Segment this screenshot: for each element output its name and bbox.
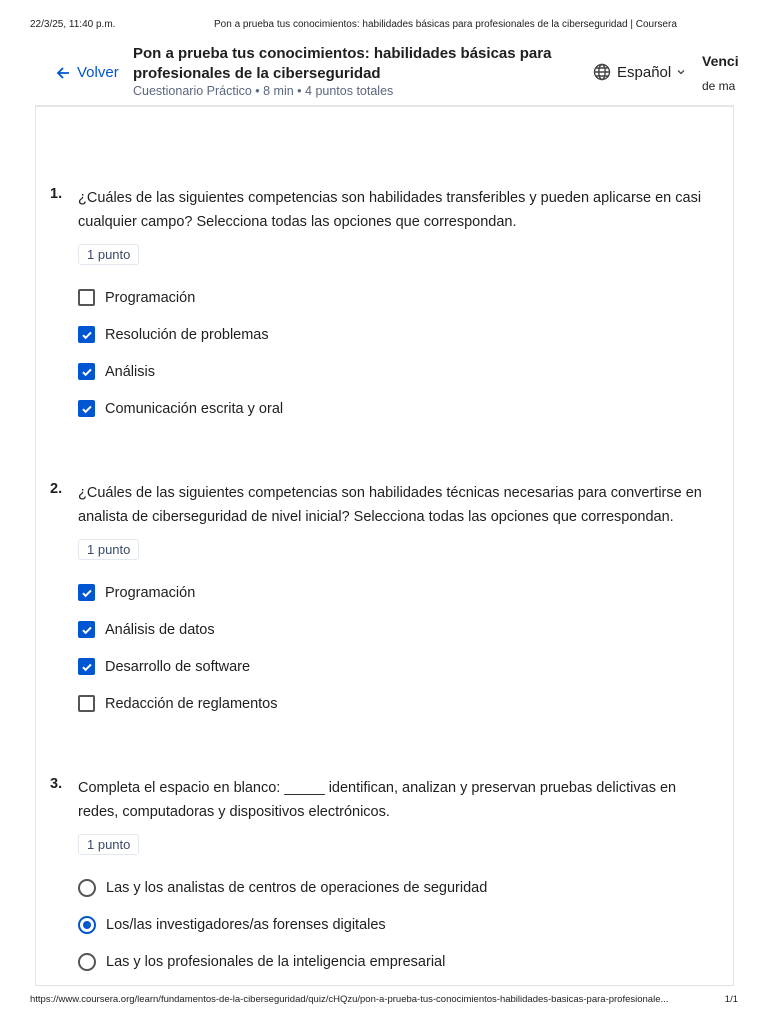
option-label: Los/las investigadores/as forenses digitales xyxy=(106,916,386,933)
print-footer xyxy=(30,994,738,1005)
option-label: Desarrollo de software xyxy=(105,658,251,675)
option[interactable] xyxy=(78,353,710,390)
checkbox[interactable] xyxy=(78,363,95,380)
question-2 xyxy=(50,481,710,722)
page-title: Pon a prueba tus conocimientos: habilidades básicas para profesionales de la ciberseguridad xyxy=(133,45,552,82)
checkbox[interactable] xyxy=(78,584,95,601)
checkmark-icon xyxy=(81,661,93,673)
print-title: Pon a prueba tus conocimientos: habilidades básicas para profesionales de la ciberseguridad | Coursera xyxy=(214,19,677,30)
question-text: Completa el espacio en blanco: _____ identifican, analizan y preservan pruebas delictivas en redes, computadoras y dispositivos electrónicos. xyxy=(78,780,677,820)
option[interactable] xyxy=(78,574,710,611)
back-button[interactable] xyxy=(55,64,119,81)
radio-button[interactable] xyxy=(78,916,96,934)
print-date: 22/3/25, 11:40 p.m. xyxy=(30,19,116,30)
option[interactable] xyxy=(78,648,710,685)
option[interactable] xyxy=(78,906,710,943)
option[interactable] xyxy=(78,685,710,722)
option[interactable] xyxy=(78,943,710,980)
checkmark-icon xyxy=(81,329,93,341)
radio-button[interactable] xyxy=(78,879,96,897)
checkmark-icon xyxy=(81,366,93,378)
checkbox[interactable] xyxy=(78,621,95,638)
option-label: Análisis de datos xyxy=(105,621,215,638)
option-label: Programación xyxy=(105,289,196,306)
globe-icon xyxy=(593,63,611,81)
checkbox[interactable] xyxy=(78,658,95,675)
options-list xyxy=(78,279,710,427)
language-selector[interactable] xyxy=(593,63,685,81)
checkbox[interactable] xyxy=(78,289,95,306)
option-label: Resolución de problemas xyxy=(105,326,269,343)
checkbox[interactable] xyxy=(78,400,95,417)
option-label: Las y los analistas de centros de operaciones de seguridad xyxy=(106,879,488,896)
option-label: Análisis xyxy=(105,363,155,380)
checkmark-icon xyxy=(81,587,93,599)
back-label: Volver xyxy=(77,64,119,81)
options-list xyxy=(78,869,710,980)
question-3 xyxy=(50,776,710,980)
quiz-header xyxy=(35,37,739,107)
option[interactable] xyxy=(78,279,710,316)
chevron-down-icon xyxy=(677,68,685,76)
points-badge: 1 punto xyxy=(78,834,139,855)
option-label: Redacción de reglamentos xyxy=(105,695,278,712)
option[interactable] xyxy=(78,611,710,648)
question-number: 2. xyxy=(50,481,63,497)
option[interactable] xyxy=(78,316,710,353)
checkbox[interactable] xyxy=(78,326,95,343)
option-label: Comunicación escrita y oral xyxy=(105,400,284,417)
checkmark-icon xyxy=(81,403,93,415)
question-number: 3. xyxy=(50,776,63,792)
option-label: Las y los profesionales de la inteligencia empresarial xyxy=(106,953,446,970)
print-url: https://www.coursera.org/learn/fundamentos-de-la-ciberseguridad/quiz/cHQzu/pon-a-prueba-tus-conocimientos-habilidades-basicas-para-profesionale... xyxy=(30,994,669,1005)
due-label: Venci xyxy=(702,53,739,69)
quiz-meta: Cuestionario Práctico • 8 min • 4 puntos totales xyxy=(133,84,394,98)
checkbox[interactable] xyxy=(78,695,95,712)
option[interactable] xyxy=(78,869,710,906)
options-list xyxy=(78,574,710,722)
question-text: ¿Cuáles de las siguientes competencias son habilidades técnicas necesarias para convertirse en analista de ciberseguridad de nivel inicial? Selecciona todas las opciones que correspondan. xyxy=(78,485,702,525)
option-label: Programación xyxy=(105,584,196,601)
question-number: 1. xyxy=(50,186,63,202)
print-page: 1/1 xyxy=(724,994,738,1005)
arrow-left-icon xyxy=(55,65,71,81)
language-label: Español xyxy=(617,63,672,81)
option[interactable] xyxy=(78,390,710,427)
radio-button[interactable] xyxy=(78,953,96,971)
points-badge: 1 punto xyxy=(78,539,139,560)
question-1 xyxy=(50,186,710,427)
checkmark-icon xyxy=(81,624,93,636)
points-badge: 1 punto xyxy=(78,244,139,265)
due-date: de ma xyxy=(702,79,736,93)
question-text: ¿Cuáles de las siguientes competencias son habilidades transferibles y pueden aplicarse en casi cualquier campo? Selecciona todas las opciones que correspondan. xyxy=(78,190,702,230)
